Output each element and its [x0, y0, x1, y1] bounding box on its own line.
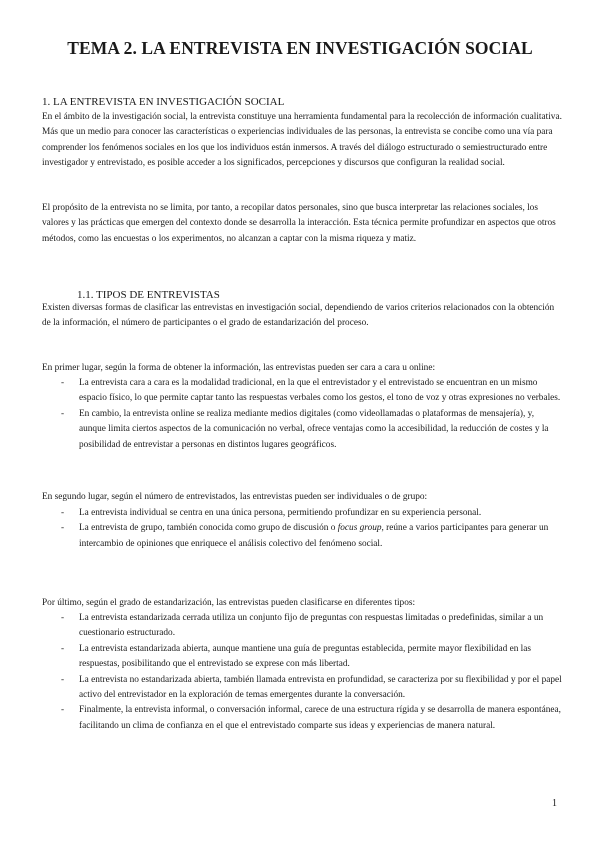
list-item [42, 521, 562, 552]
grado-list [42, 611, 562, 734]
list-item: - La entrevista estandarizada cerrada utiliza un conjunto fijo de preguntas con respuestas limitadas o predefinidas, similar a un cuestionario estructurado. [42, 611, 562, 642]
list-item: - La entrevista cara a cara es la modalidad tradicional, en la que el entrevistador y el entrevistado se encuentran en un mismo espacio físico, lo que permite captar tanto las respuestas verbales como los gestos, el tono de voz y otras expresiones no verbales. [42, 376, 562, 407]
page-number: 1 [552, 798, 557, 809]
list-item: - En cambio, la entrevista online se realiza mediante medios digitales (como videollamadas o plataformas de mensajería), y, aunque limita ciertos aspectos de la comunicación no verbal, ofrece ventajas como la accesibilidad, la reducción de costes y la posibilidad de entrevistar a personas en distintos lugares geográficos. [42, 407, 562, 453]
document-title: TEMA 2. LA ENTREVISTA EN INVESTIGACIÓN SOCIAL [67, 38, 533, 58]
forma-intro-paragraph: En primer lugar, según la forma de obtener la información, las entrevistas pueden ser cara a cara u online: [42, 363, 436, 373]
list-item: - Finalmente, la entrevista informal, o conversación informal, carece de una estructura rígida y se desarrolla de manera espontánea, facilitando un clima de confianza en el que el entrevistado comparte sus ideas y experiencias de manera natural. [42, 703, 562, 734]
list-item: - La entrevista individual se centra en una única persona, permitiendo profundizar en su experiencia personal. [42, 506, 562, 521]
section-heading-1: 1. LA ENTREVISTA EN INVESTIGACIÓN SOCIAL [42, 96, 285, 108]
numero-list [42, 506, 562, 552]
section1-paragraph-2: El propósito de la entrevista no se limita, por tanto, a recopilar datos personales, sino que busca interpretar las relaciones sociales, los valores y las prácticas que emergen del contexto donde se desarrolla la interacción. Esta técnica permite profundizar en aspectos que otros métodos, como las encuestas o los experimentos, no alcanzan a captar con la misma riqueza y matiz. [42, 203, 556, 244]
list-item: - La entrevista no estandarizada abierta, también llamada entrevista en profundidad, se caracteriza por su flexibilidad y por el papel activo del entrevistador en la exploración de temas emergentes durante la conversación. [42, 673, 562, 704]
focus-group-text-a: La entrevista de grupo, también conocida como grupo de discusión o [79, 523, 338, 534]
list-item: - La entrevista estandarizada abierta, aunque mantiene una guía de preguntas establecida, permite mayor flexibilidad en las respuestas, posibilitando que el entrevistado se exprese con más libertad. [42, 642, 562, 673]
types-intro-paragraph: Existen diversas formas de clasificar las entrevistas en investigación social, dependiendo de varios criterios relacionados con la obtención de la información, el número de participantes o el grado de estandarización del proceso. [42, 303, 555, 329]
section1-paragraph-1: En el ámbito de la investigación social, la entrevista constituye una herramienta fundamental para la recolección de información cualitativa. Más que un medio para conocer las características o experiencias individuales de las personas, la entrevista se concibe como una vía para comprender los fenómenos sociales en los que los individuos están inmersos. A través del diálogo estructurado o semiestructurado entre investigador y entrevistado, es posible acceder a los significados, percepciones y discursos que configuran la realidad social. [42, 112, 562, 169]
forma-list [42, 376, 562, 453]
numero-intro-paragraph: En segundo lugar, según el número de entrevistados, las entrevistas pueden ser individuales o de grupo: [42, 492, 428, 502]
subsection-heading-1-1: 1.1. TIPOS DE ENTREVISTAS [77, 289, 220, 301]
focus-group-term: focus group [337, 523, 382, 534]
focus-group-text-b: , reúne a varios participantes para generar un intercambio de opiniones que enriquece el análisis colectivo del fenómeno social. [79, 523, 549, 549]
grado-intro-paragraph: Por último, según el grado de estandarización, las entrevistas pueden clasificarse en diferentes tipos: [42, 598, 416, 608]
